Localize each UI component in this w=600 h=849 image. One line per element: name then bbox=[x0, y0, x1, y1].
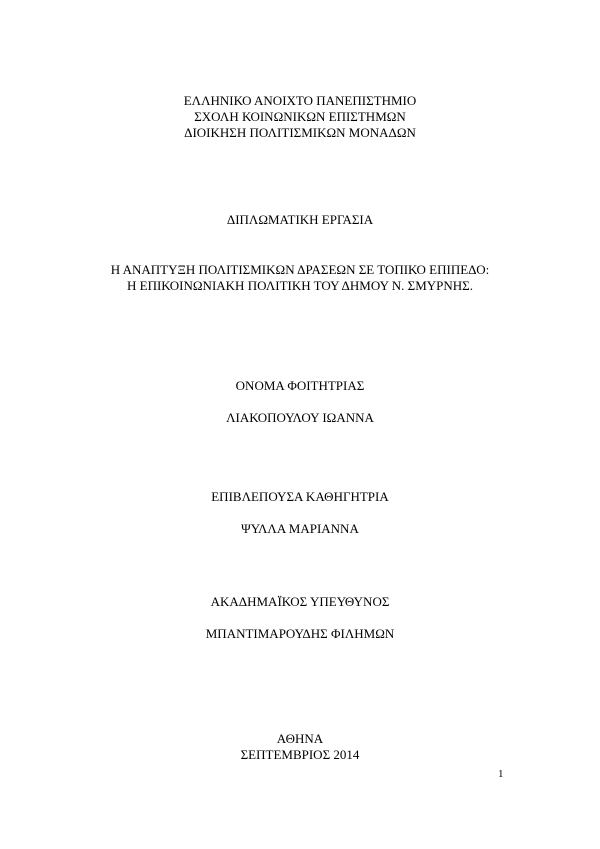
school-name: ΣΧΟΛΗ ΚΟΙΝΩΝΙΚΩΝ ΕΠΙΣΤΗΜΩΝ bbox=[194, 109, 406, 124]
academic-name: ΜΠΑΝΤΙΜΑΡΟΥΔΗΣ ΦΙΛΗΜΩΝ bbox=[205, 626, 395, 641]
student-name: ΛΙΑΚΟΠΟΥΛΟΥ ΙΩΑΝΝΑ bbox=[226, 410, 374, 425]
program-name: ΔΙΟΙΚΗΣΗ ΠΟΛΙΤΙΣΜΙΚΩΝ ΜΟΝΑΔΩΝ bbox=[184, 125, 416, 140]
city: ΑΘΗΝΑ bbox=[276, 731, 324, 746]
thesis-type: ΔΙΠΛΩΜΑΤΙΚΗ ΕΡΓΑΣΙΑ bbox=[226, 212, 374, 227]
university-name: ΕΛΛΗΝΙΚΟ ΑΝΟΙΧΤΟ ΠΑΝΕΠΙΣΤΗΜΙΟ bbox=[183, 93, 417, 108]
supervisor-name: ΨΥΛΛΑ ΜΑΡΙΑΝΝΑ bbox=[241, 521, 359, 536]
student-label: ΟΝΟΜΑ ΦΟΙΤΗΤΡΙΑΣ bbox=[235, 378, 365, 393]
page-number: 1 bbox=[498, 768, 504, 780]
thesis-title-line-2: Η ΕΠΙΚΟΙΝΩΝΙΑΚΗ ΠΟΛΙΤΙΚΗ ΤΟΥ ΔΗΜΟΥ Ν. ΣΜΥΡΝΗΣ. bbox=[127, 278, 473, 293]
date: ΣΕΠΤΕΜΒΡΙΟΣ 2014 bbox=[240, 747, 360, 762]
thesis-title-line-1: Η ΑΝΑΠΤΥΞΗ ΠΟΛΙΤΙΣΜΙΚΩΝ ΔΡΑΣΕΩΝ ΣΕ ΤΟΠΙΚΟ ΕΠΙΠΕΔΟ: bbox=[110, 262, 490, 277]
supervisor-label: ΕΠΙΒΛΕΠΟΥΣΑ ΚΑΘΗΓΗΤΡΙΑ bbox=[211, 489, 389, 504]
academic-label: ΑΚΑΔΗΜΑΪΚΟΣ ΥΠΕΥΘΥΝΟΣ bbox=[210, 594, 390, 609]
